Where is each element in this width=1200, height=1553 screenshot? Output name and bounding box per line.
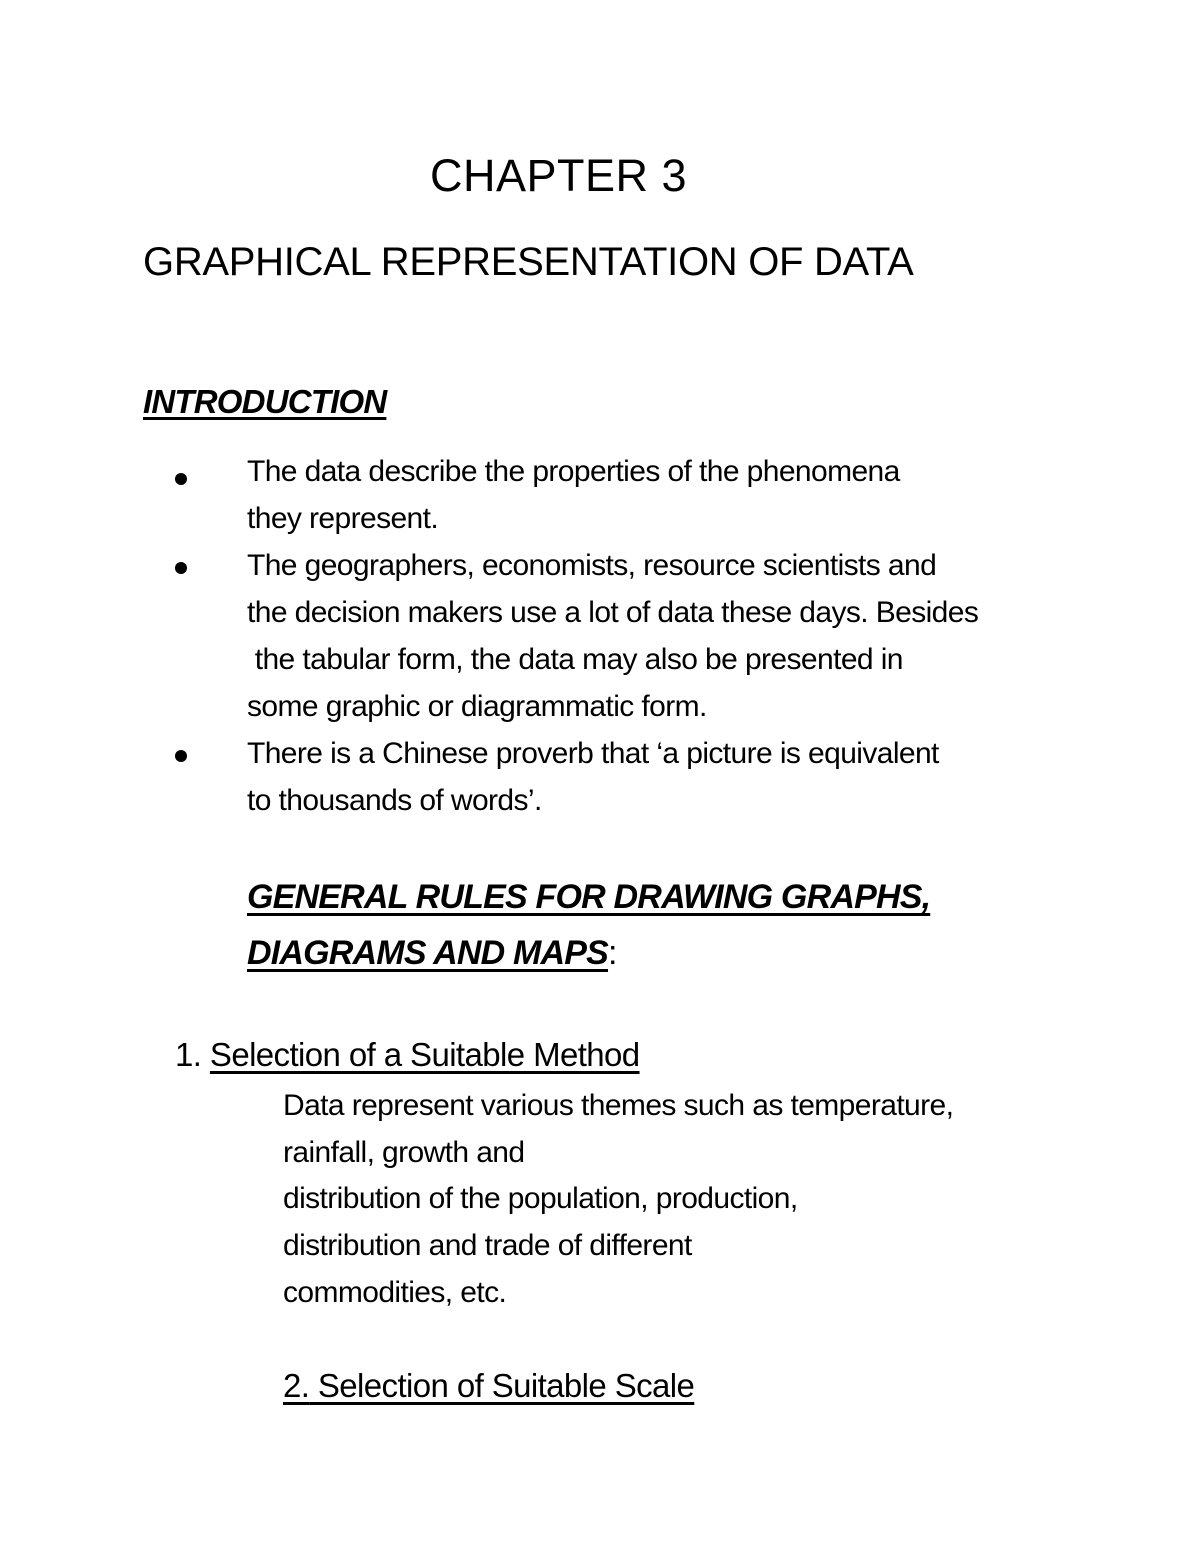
section-2-heading-underlined [283,1367,694,1404]
intro-bullet-1-line-2: they represent. [247,502,439,535]
intro-bullet-1-line-1: The data describe the properties of the phenomena [247,455,900,488]
intro-bullet-2-line-4: some graphic or diagrammatic form. [247,690,707,723]
introduction-heading: INTRODUCTION [143,383,387,420]
section-1-body-line-2: rainfall, growth and [283,1136,525,1169]
document-title: GRAPHICAL REPRESENTATION OF DATA [143,240,914,284]
intro-bullet-2-line-3: the tabular form, the data may also be presented in [247,643,903,676]
section-1-body-line-1: Data represent various themes such as temperature, [283,1089,954,1122]
section-2-title: Selection of Suitable Scale [309,1367,695,1404]
intro-bullet-2-line-1: The geographers, economists, resource scientists and [247,549,937,582]
section-2-heading [283,1367,694,1405]
bullet-icon [175,562,187,574]
intro-bullet-3-line-1: There is a Chinese proverb that ‘a picture is equivalent [247,737,939,770]
bullet-icon [175,473,187,485]
bullet-icon [175,750,187,762]
general-rules-heading-line-2 [247,934,617,973]
intro-bullet-2-line-2: the decision makers use a lot of data these days. Besides [247,596,979,629]
section-2-number: 2. [283,1367,310,1404]
section-1-body-line-4: distribution and trade of different [283,1229,692,1262]
general-rules-heading-line-1 [247,878,930,917]
chapter-number: CHAPTER 3 [430,150,688,201]
intro-bullet-3-line-2: to thousands of words’. [247,784,542,817]
section-1-title: Selection of a Suitable Method [209,1036,640,1073]
general-rules-heading-text-1: GENERAL RULES FOR DRAWING GRAPHS, [247,878,931,916]
general-rules-heading-colon: : [608,934,617,972]
section-1-body-line-3: distribution of the population, production, [283,1182,798,1215]
section-1-number: 1. [175,1036,202,1073]
section-1-heading [175,1036,640,1074]
general-rules-heading-text-2: DIAGRAMS AND MAPS [247,934,609,972]
section-1-body-line-5: commodities, etc. [283,1276,507,1309]
